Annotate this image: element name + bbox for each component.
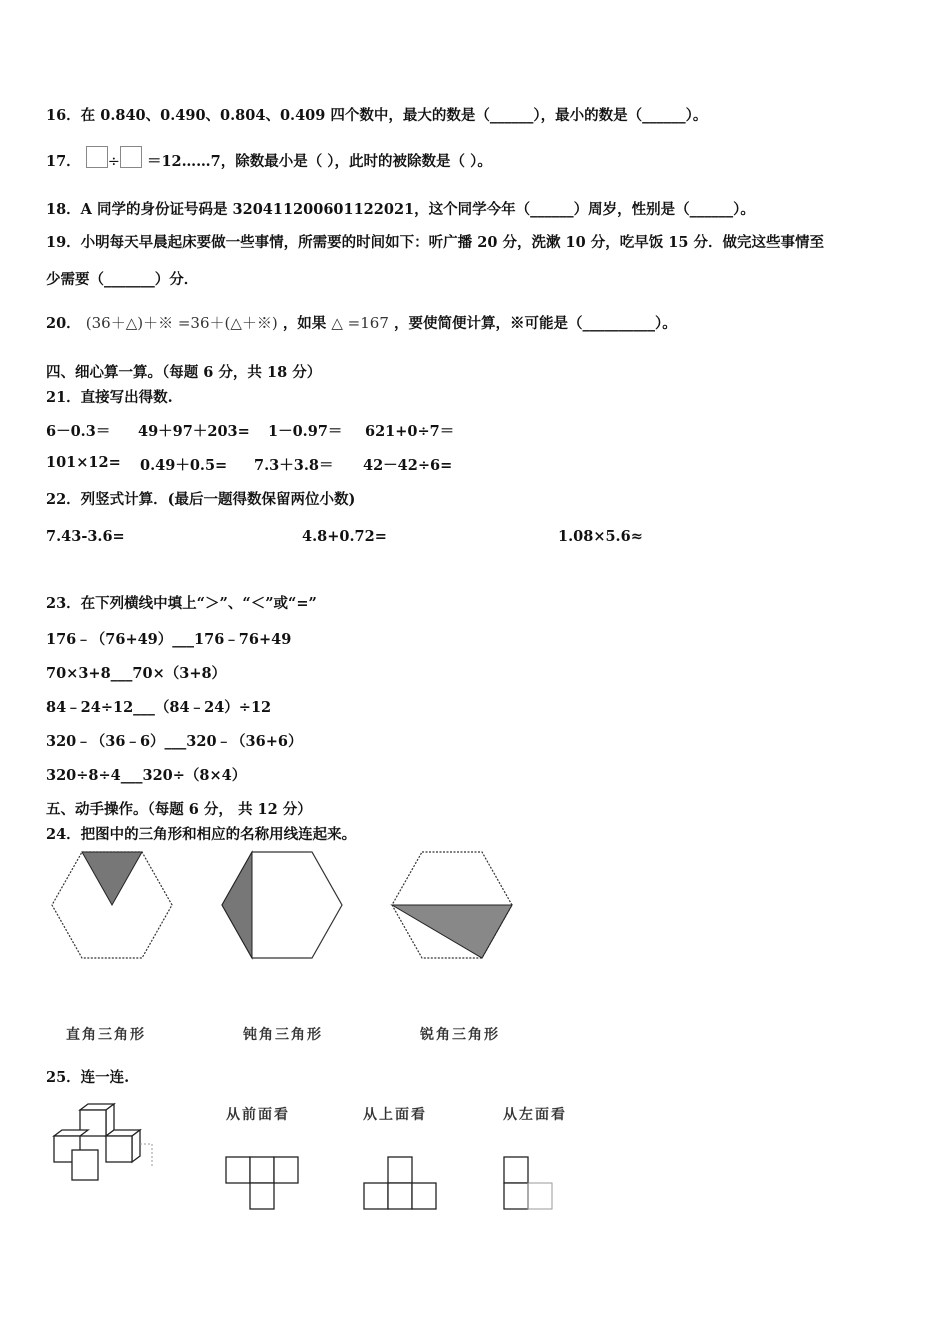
vertical-calc-item: 7.43-3.6= (46, 528, 125, 545)
cube-solid-figure (50, 1100, 160, 1185)
question-22: 22．列竖式计算．(最后一题得数保留两位小数) (46, 491, 356, 508)
hexagon-right-triangle-figure (50, 850, 175, 960)
question-24: 24．把图中的三角形和相应的名称用线连起来。 (46, 826, 357, 843)
hexagon-acute-triangle-figure (390, 850, 515, 960)
vertical-calc-item: 4.8+0.72= (302, 528, 387, 545)
divide-sign: ÷ (107, 154, 120, 170)
question-23: 23．在下列横线中填上“＞”、“＜”或“=” (46, 595, 317, 612)
compare-item: 320÷8÷4___320÷（8×4） (46, 767, 247, 784)
section-5-heading: 五、动手操作。（每题 6 分， 共 12 分） (46, 801, 312, 818)
calc-item: 49＋97＋203= (138, 423, 250, 440)
label-left-view: 从左面看 (503, 1107, 567, 1123)
label-obtuse-triangle: 钝角三角形 (243, 1027, 323, 1043)
label-top-view: 从上面看 (363, 1107, 427, 1123)
question-17-rest: ＝12……7，除数最小是（ ），此时的被除数是（ ）。 (146, 153, 492, 170)
question-25: 25．连一连. (46, 1069, 130, 1086)
left-view-shape (502, 1155, 562, 1211)
hexagon-obtuse-triangle-figure (220, 850, 345, 960)
calc-item: 621+0÷7＝ (365, 423, 455, 440)
label-front-view: 从前面看 (226, 1107, 290, 1123)
label-acute-triangle: 锐角三角形 (420, 1027, 500, 1043)
calc-item: 6－0.3＝ (46, 423, 111, 440)
section-4-heading: 四、细心算一算。（每题 6 分，共 18 分） (46, 364, 322, 381)
compare-item: 70×3+8___70×（3+8） (46, 665, 227, 682)
question-17 (46, 146, 492, 171)
question-20-rest: ，要使简便计算，※可能是（__________）。 (393, 315, 677, 332)
calc-item: 1－0.97＝ (268, 423, 343, 440)
question-20-number: 20． (46, 315, 81, 332)
question-20-condition: △ =167 (331, 314, 389, 332)
question-19-line2: 少需要（_______）分． (46, 271, 199, 288)
calc-item: 7.3＋3.8＝ (254, 457, 334, 474)
question-18: 18．A 同学的身份证号码是 320411200601122021，这个同学今年（______）周岁，性别是（______）。 (46, 201, 755, 218)
compare-item: 84﹣24÷12___（84﹣24）÷12 (46, 699, 272, 716)
vertical-calc-item: 1.08×5.6≈ (558, 528, 643, 545)
question-17-number: 17． (46, 153, 81, 170)
calc-item: 101×12= (46, 454, 121, 471)
compare-item: 320﹣（36﹣6）___320﹣（36+6） (46, 733, 303, 750)
question-20-formula: (36＋△)＋※ =36＋(△＋※) (85, 314, 278, 332)
top-view-shape (362, 1155, 442, 1211)
question-16: 16．在 0.840、0.490、0.804、0.409 四个数中，最大的数是（______），最小的数是（______）。 (46, 107, 708, 124)
question-20-mid: ，如果 (282, 315, 327, 332)
calc-item: 0.49＋0.5= (140, 457, 228, 474)
question-20 (46, 312, 677, 333)
blank-box-divisor (120, 146, 142, 168)
calc-item: 42－42÷6= (363, 457, 453, 474)
blank-box-dividend (86, 146, 108, 168)
front-view-shape (224, 1155, 304, 1211)
question-19-line1: 19．小明每天早晨起床要做一些事情，所需要的时间如下：听广播 20 分，洗漱 10 分，吃早饭 15 分．做完这些事情至 (46, 234, 824, 251)
label-right-triangle: 直角三角形 (66, 1027, 146, 1043)
question-21: 21．直接写出得数. (46, 389, 173, 406)
compare-item: 176﹣（76+49）___176﹣76+49 (46, 631, 292, 648)
